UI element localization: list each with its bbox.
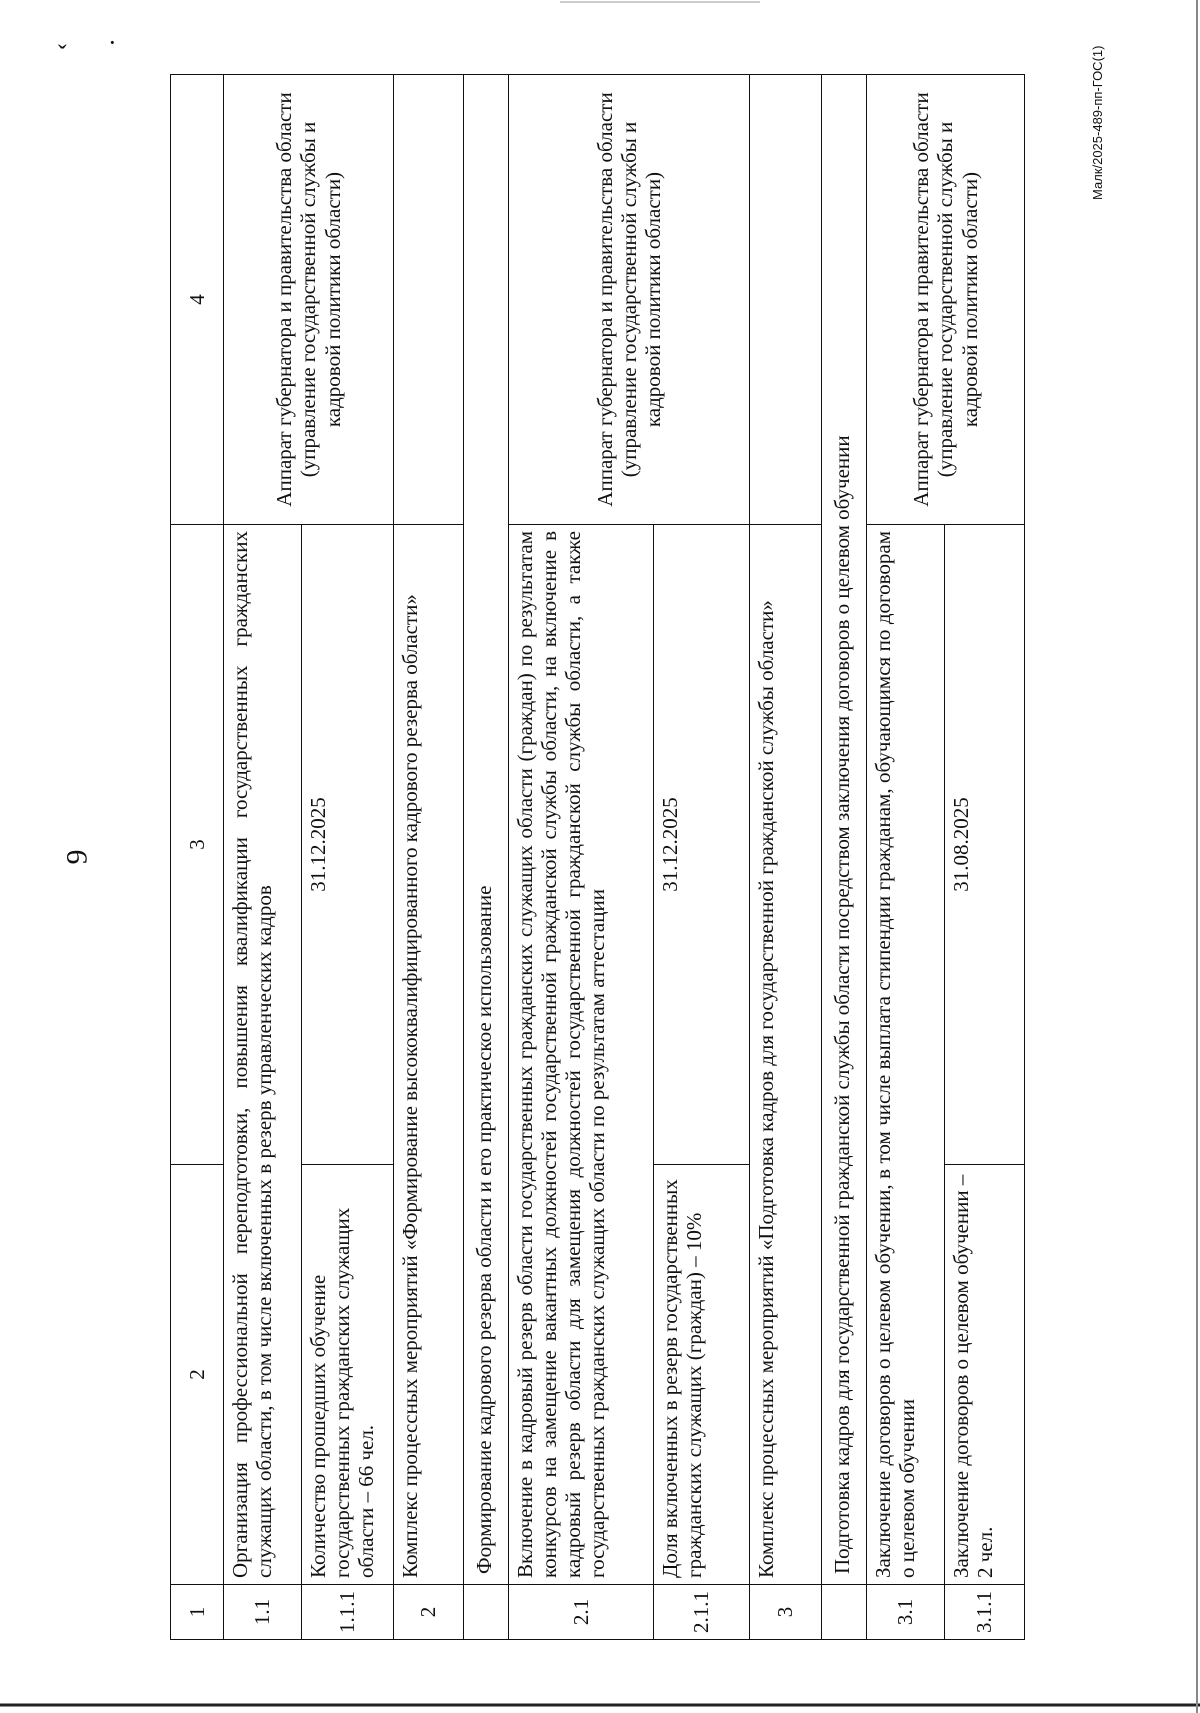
row-number: 3.1	[867, 1585, 945, 1640]
plan-table	[170, 74, 1025, 1640]
header-cell: 1	[171, 1585, 224, 1640]
row-number: 3	[750, 1585, 822, 1640]
row-text: Заключение договоров о целевом обучении – 2 чел.	[945, 1165, 1025, 1585]
row-number: 2	[394, 1585, 464, 1640]
scan-speck: ·	[108, 28, 117, 57]
table-row	[750, 75, 822, 1640]
section-title: Формирование кадрового резерва области и его практическое использование	[464, 75, 509, 1585]
table-row	[394, 75, 464, 1640]
header-cell: 4	[171, 75, 224, 525]
responsible-cell: Аппарат губернатора и правительства области (управление государственной службы и кадровой политики области)	[224, 75, 394, 525]
row-number: 1.1	[224, 1585, 302, 1640]
row-date: 31.12.2025	[654, 525, 750, 1165]
rotated-page-content	[170, 75, 1180, 1640]
row-number: 2.1	[509, 1585, 654, 1640]
table-row	[867, 75, 945, 1640]
row-text: Доля включенных в резерв государственных гражданских служащих (граждан) – 10%	[654, 1165, 750, 1585]
row-number: 2.1.1	[654, 1585, 750, 1640]
table-row	[509, 75, 654, 1640]
page-number: 9	[60, 849, 94, 865]
document-code: Малк/2025-489-пп-ГОС(1)	[1090, 45, 1105, 200]
row-text: Заключение договоров о целевом обучении, в том числе выплата стипендии гражданам, обучающимся по договорам о целевом обучении	[867, 525, 945, 1585]
section-row	[464, 75, 509, 1640]
table-header-row	[171, 75, 224, 1640]
header-cell: 3	[171, 525, 224, 1165]
empty-cell	[750, 75, 822, 525]
responsible-cell: Аппарат губернатора и правительства области (управление государственной службы и кадровой политики области)	[509, 75, 750, 525]
section-title: Подготовка кадров для государственной гражданской службы области посредством заключения договоров о целевом обучении	[822, 75, 867, 1585]
row-text: Включение в кадровый резерв области государственных гражданских служащих области (граждан) по результатам конкурсов на замещение вакантных должностей государственной гражданской службы области, на включение в кадровый резерв области для замещения должностей государственной гражданской службы области, а также государственных гражданских служащих области по результатам аттестации	[509, 525, 654, 1585]
scan-speck: ˇ	[58, 40, 67, 69]
row-number: 1.1.1	[302, 1585, 394, 1640]
table-row	[224, 75, 302, 1640]
row-text: Организация профессиональной переподготовки, повышения квалификации государственных гражданских служащих области, в том числе включенных в резерв управленческих кадров	[224, 525, 302, 1585]
empty-cell	[464, 1585, 509, 1640]
row-date: 31.08.2025	[945, 525, 1025, 1165]
row-date: 31.12.2025	[302, 525, 394, 1165]
row-number: 3.1.1	[945, 1585, 1025, 1640]
row-text: Комплекс процессных мероприятий «Подготовка кадров для государственной гражданской службы области»	[750, 525, 822, 1585]
responsible-cell: Аппарат губернатора и правительства области (управление государственной службы и кадровой политики области)	[867, 75, 1025, 525]
row-text: Количество прошедших обучение государственных гражданских служащих области – 66 чел.	[302, 1165, 394, 1585]
row-text: Комплекс процессных мероприятий «Формирование высококвалифицированного кадрового резерва области»	[394, 525, 464, 1585]
empty-cell	[822, 1585, 867, 1640]
section-row	[822, 75, 867, 1640]
empty-cell	[394, 75, 464, 525]
header-cell: 2	[171, 1165, 224, 1585]
